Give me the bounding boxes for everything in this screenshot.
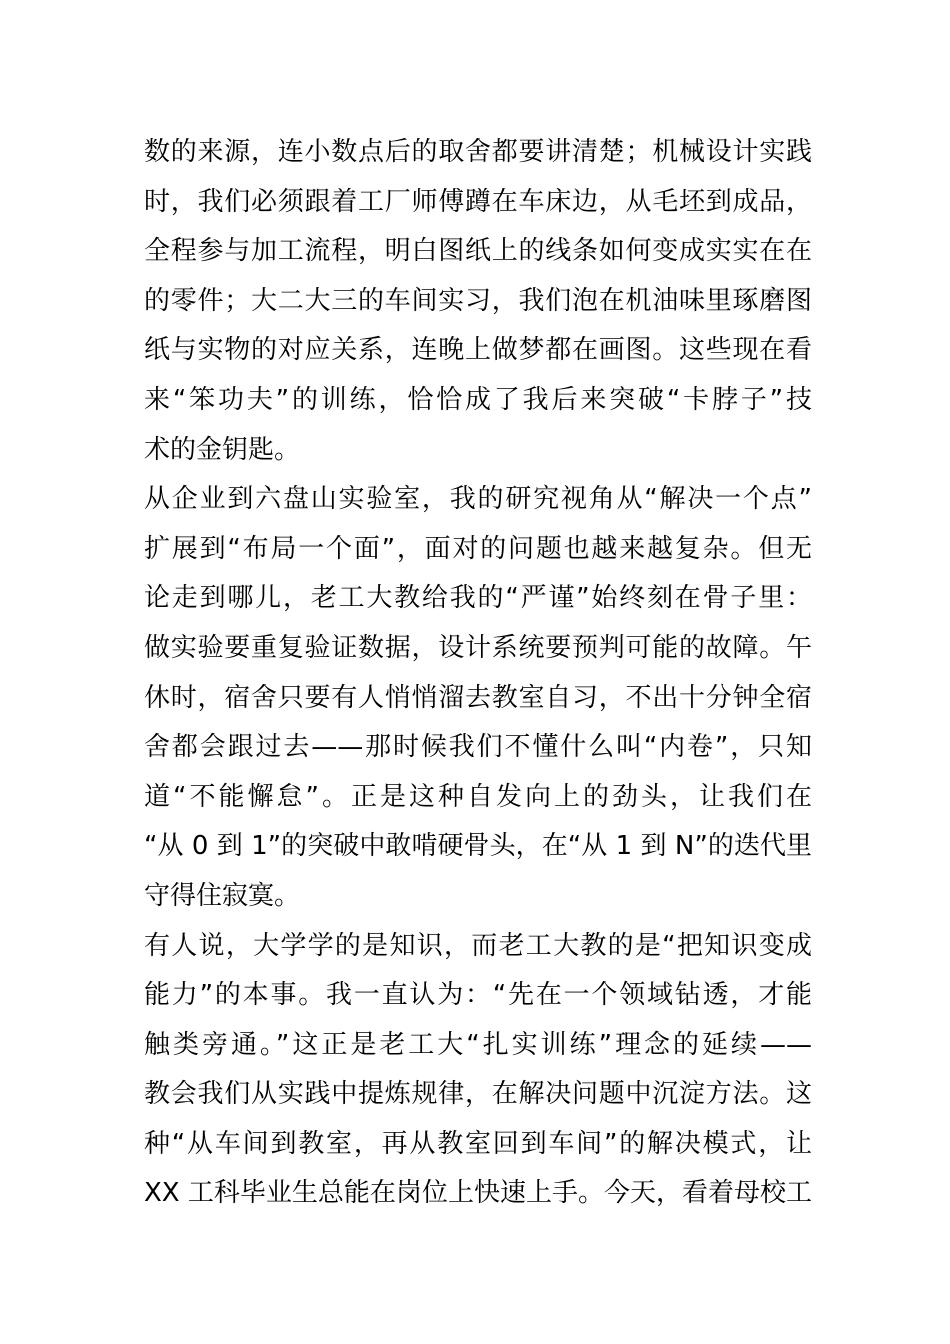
text-line: “从 0 到 1”的突破中敢啃硬骨头，在“从 1 到 N”的迭代里 <box>144 831 812 862</box>
paragraph-1 <box>144 128 812 475</box>
text-line: 扩展到“布局一个面”，面对的问题也越来越复杂。但无 <box>144 533 812 564</box>
text-line: 舍都会跟过去——那时候我们不懂什么叫“内卷”，只知 <box>144 732 812 763</box>
text-line: 休时，宿舍只要有人悄悄溜去教室自习，不出十分钟全宿 <box>144 682 812 713</box>
text-line: 触类旁通。”这正是老工大“扎实训练”理念的延续—— <box>144 1029 812 1060</box>
text-line: 术的金钥匙。 <box>144 434 301 465</box>
text-line: XX 工科毕业生总能在岗位上快速上手。今天，看着母校工 <box>144 1178 812 1209</box>
text-line: 做实验要重复验证数据，设计系统要预判可能的故障。午 <box>144 632 812 663</box>
paragraph-2 <box>144 475 812 921</box>
text-line: 的零件；大二大三的车间实习，我们泡在机油味里琢磨图 <box>144 285 812 316</box>
text-line: 从企业到六盘山实验室，我的研究视角从“解决一个点” <box>144 484 812 515</box>
text-line: 种“从车间到教室，再从教室回到车间”的解决模式，让 <box>144 1128 812 1159</box>
document-body <box>144 128 812 1219</box>
text-line: 道“不能懈怠”。正是这种自发向上的劲头，让我们在 <box>144 781 812 812</box>
text-line: 论走到哪儿，老工大教给我的“严谨”始终刻在骨子里： <box>144 583 812 614</box>
text-line: 数的来源，连小数点后的取舍都要讲清楚；机械设计实践 <box>144 137 812 167</box>
text-line: 时，我们必须跟着工厂师傅蹲在车床边，从毛坯到成品， <box>144 186 812 217</box>
text-line: 全程参与加工流程，明白图纸上的线条如何变成实实在在 <box>144 236 812 267</box>
text-line: 来“笨功夫”的训练，恰恰成了我后来突破“卡脖子”技 <box>144 384 812 415</box>
text-line: 有人说，大学学的是知识，而老工大教的是“把知识变成 <box>144 930 812 961</box>
text-line: 能力”的本事。我一直认为：“先在一个领域钻透，才能 <box>144 980 812 1011</box>
text-line: 守得住寂寞。 <box>144 880 301 911</box>
text-line: 纸与实物的对应关系，连晚上做梦都在画图。这些现在看 <box>144 335 812 366</box>
paragraph-3 <box>144 922 812 1220</box>
text-line: 教会我们从实践中提炼规律，在解决问题中沉淀方法。这 <box>144 1079 812 1110</box>
